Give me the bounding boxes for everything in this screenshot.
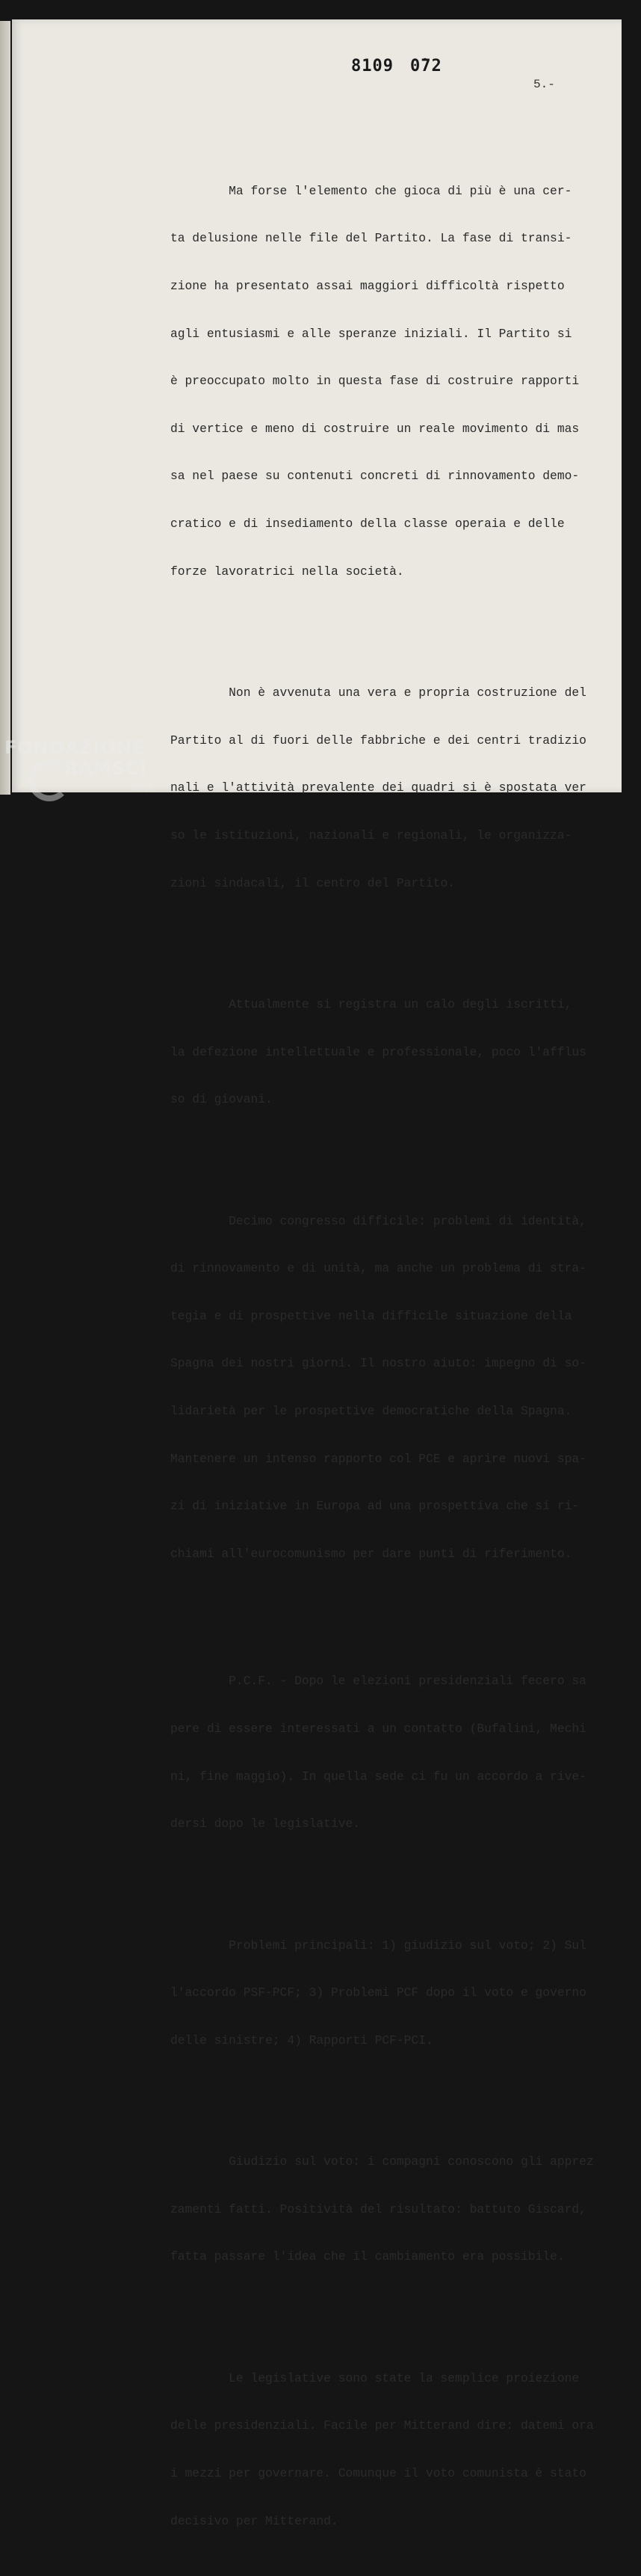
watermark-line-1: FONDAZIONE: [4, 737, 146, 758]
text-line: P.C.F. - Dopo le elezioni presidenziali fecero sa: [170, 1674, 586, 1689]
paragraph-8: [170, 2338, 594, 2560]
text-line: zi di iniziative in Europa ad una prospettiva che si ri-: [170, 1499, 580, 1514]
paragraph-5: [170, 1642, 589, 1864]
text-line: so le istituzioni, nazionali e regionali, le organizza-: [170, 828, 572, 842]
paragraph-2: [170, 653, 589, 922]
page-number: 5.-: [533, 78, 555, 91]
text-line: Partito al di fuori delle fabbriche e dei centri tradizio: [170, 733, 586, 748]
text-line: Decimo congresso difficile: problemi di identità,: [170, 1213, 586, 1228]
paragraph-6: [170, 1905, 589, 2080]
text-line: Spagna dei nostri giorni. Il nostro aiuto: impegno di so-: [170, 1356, 586, 1371]
paragraph-3: [170, 965, 589, 1139]
fondazione-gramsci-watermark: [0, 736, 164, 807]
text-line: dersi dopo le legislative.: [170, 1817, 361, 1831]
text-line: Attualmente si registra un calo degli iscritti,: [170, 996, 572, 1011]
text-line: di rinnovamento e di unità, ma anche un problema di stra-: [170, 1261, 586, 1276]
text-line: so di giovani.: [170, 1092, 273, 1107]
text-line: i mezzi per governare. Comunque il voto comunista è stato: [170, 2466, 586, 2481]
text-line: Non è avvenuta una vera e propria costruzione del: [170, 685, 586, 700]
archive-reference: [351, 57, 442, 76]
text-line: Mantenere un intenso rapporto col PCE e aprire nuovi spa-: [170, 1451, 586, 1466]
ref-code: 0̇72: [409, 57, 442, 76]
text-line: la defezione intellettuale e professionale, poco l'afflus: [170, 1044, 586, 1059]
text-line: è preoccupato molto in questa fase di costruire rapporti: [170, 374, 580, 389]
left-page-edge: [0, 21, 10, 795]
text-line: chiami all'eurocomunismo per dare punti di riferimento.: [170, 1546, 572, 1561]
text-line: ta delusione nelle file del Partito. La fase di transi-: [170, 231, 572, 246]
text-line: sa nel paese su contenuti concreti di rinnovamento demo-: [170, 469, 580, 484]
text-line: fatta passare l'idea che il cambiamento era possibile.: [170, 2249, 565, 2264]
text-line: Le legislative sono state la semplice proiezione: [170, 2370, 580, 2385]
watermark-line-2: RAMSCI: [64, 758, 147, 779]
text-line: decisivo per Mitterand.: [170, 2513, 338, 2528]
paragraph-4: [170, 1181, 589, 1593]
text-line: delle presidenziali. Facile per Mitterand dire: datemi ora: [170, 2418, 594, 2433]
text-line: cratico e di insediamento della classe operaia e delle: [170, 517, 565, 531]
text-line: zioni sindacali, il centro del Partito.: [170, 875, 456, 890]
text-line: zione ha presentato assai maggiori difficoltà rispetto: [170, 279, 565, 294]
paragraph-1: [170, 151, 589, 611]
text-line: zamenti fatti. Positività del risultato: battuto Giscard,: [170, 2201, 586, 2216]
text-line: ni, fine maggio). In quella sede ci fu un accordo a rive-: [170, 1769, 586, 1784]
text-line: nali e l'attività prevalente dei quadri si è spostata ver: [170, 780, 586, 795]
text-line: lidarietà per le prospettive democratiche della Spagna.: [170, 1404, 572, 1419]
ref-number: 8109: [351, 57, 394, 76]
text-line: forze lavoratrici nella società.: [170, 564, 404, 579]
watermark-line-3: onlus: [131, 783, 154, 793]
text-line: tegia e di prospettive nella difficile situazione della: [170, 1308, 572, 1323]
text-line: di vertice e meno di costruire un reale movimento di mas: [170, 421, 580, 436]
text-line: agli entusiasmi e alle speranze iniziali. Il Partito si: [170, 326, 572, 341]
paragraph-7: [170, 2122, 594, 2296]
text-line: l'accordo PSF-PCF; 3) Problemi PCF dopo il voto e governo: [170, 1985, 586, 2000]
text-line: Problemi principali: 1) giudizio sul voto; 2) Sul: [170, 1938, 586, 1953]
text-line: delle sinistre; 4) Rapporti PCF-PCI.: [170, 2033, 433, 2047]
text-line: Ma forse l'elemento che gioca di più è una cer-: [170, 183, 572, 198]
typewritten-body: [170, 120, 594, 2576]
text-line: Giudizio sul voto: i compagni conoscono gli apprez: [170, 2154, 594, 2169]
text-line: pere di essere interessati a un contatto (Bufalini, Mechi: [170, 1721, 586, 1736]
